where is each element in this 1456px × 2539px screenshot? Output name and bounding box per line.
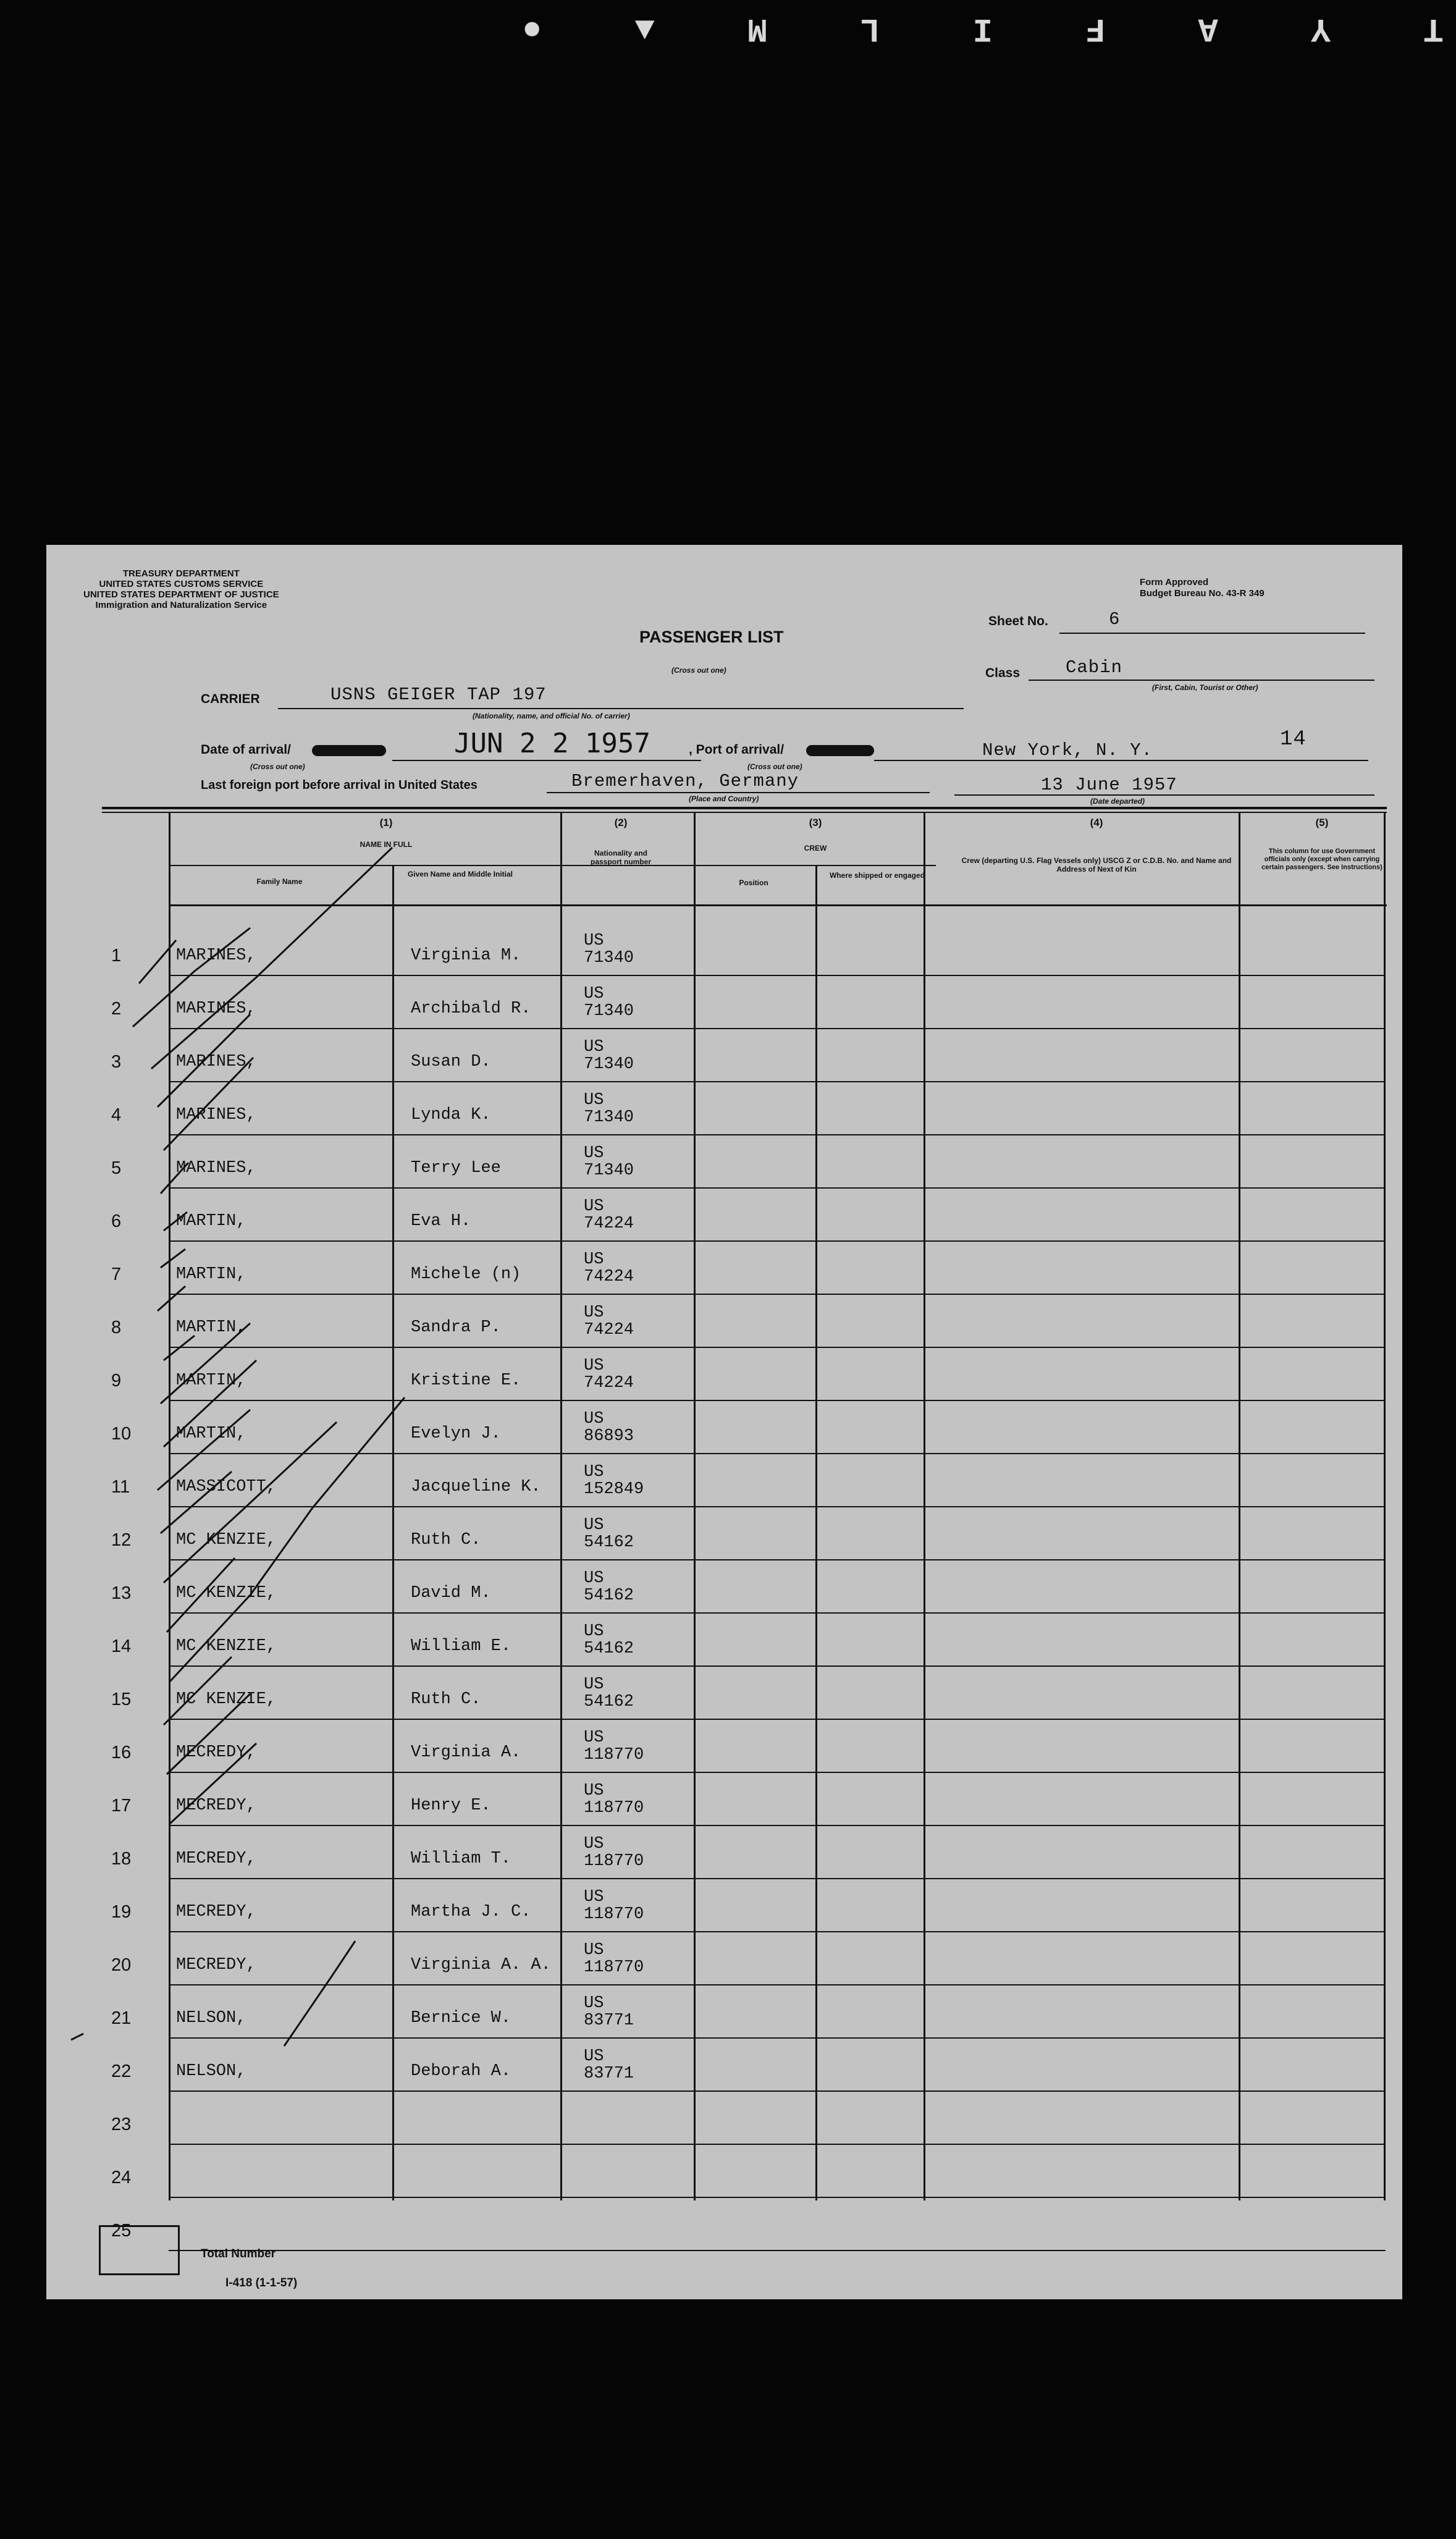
col1-title: NAME IN FULL: [360, 840, 413, 849]
nationality-cell: US: [584, 1782, 604, 1800]
arrival-caption: (Cross out one): [250, 762, 305, 771]
port-value: New York, N. Y.: [982, 740, 1153, 760]
family-name-cell: MARINES,: [176, 946, 256, 965]
family-name-cell: MARINES,: [176, 1159, 256, 1177]
passport-number-cell: 74224: [584, 1215, 634, 1233]
arrival-label: Date of arrival/: [201, 743, 291, 757]
family-name-cell: MARTIN,: [176, 1371, 246, 1390]
row-number: 6: [111, 1211, 122, 1231]
row-number: 14: [111, 1636, 132, 1656]
passport-number-cell: 118770: [584, 1958, 644, 1977]
row-number: 11: [111, 1477, 130, 1497]
passport-number-cell: 54162: [584, 1640, 634, 1658]
nationality-cell: US: [584, 2047, 604, 2066]
given-name-cell: Bernice W.: [411, 2009, 511, 2027]
family-name-cell: MECREDY,: [176, 1796, 256, 1815]
nationality-cell: US: [584, 1091, 604, 1109]
film-strip: [0, 0, 1456, 56]
total-number-label: Total Number: [201, 2247, 276, 2260]
given-name-cell: Lynda K.: [411, 1106, 491, 1124]
row-number: 22: [111, 2061, 132, 2081]
family-name-cell: MECREDY,: [176, 1850, 256, 1868]
given-name-cell: Henry E.: [411, 1796, 491, 1815]
given-name-cell: David M.: [411, 1584, 491, 1602]
col4-number: (4): [1090, 817, 1103, 828]
family-name-cell: MC KENZIE,: [176, 1690, 277, 1709]
row-number: 21: [111, 2008, 132, 2028]
passport-number-cell: 118770: [584, 1852, 644, 1871]
row-number: 18: [111, 1849, 132, 1869]
given-name-header: Given Name and Middle Initial: [407, 870, 513, 878]
nationality-cell: US: [584, 1197, 604, 1216]
class-value: Cabin: [1066, 657, 1123, 678]
passport-number-cell: 54162: [584, 1586, 634, 1605]
passport-number-cell: 118770: [584, 1746, 644, 1764]
row-number: 3: [111, 1052, 122, 1072]
nationality-cell: US: [584, 1622, 604, 1641]
form-approved: Form Approved: [1140, 577, 1209, 587]
carrier-label: CARRIER: [201, 692, 260, 706]
sheet-value: 6: [1109, 609, 1121, 629]
row-number: 13: [111, 1583, 132, 1603]
passport-number-cell: 54162: [584, 1533, 634, 1552]
passport-number-cell: 71340: [584, 1161, 634, 1180]
given-name-cell: Archibald R.: [411, 1000, 531, 1018]
family-name-cell: MC KENZIE,: [176, 1637, 277, 1656]
passport-number-cell: 83771: [584, 2011, 634, 2030]
class-label: Class: [985, 666, 1020, 680]
passport-number-cell: 74224: [584, 1374, 634, 1392]
given-name-cell: Sandra P.: [411, 1318, 501, 1337]
family-name-cell: MARTIN,: [176, 1318, 246, 1337]
passport-number-cell: 83771: [584, 2065, 634, 2083]
carrier-value: USNS GEIGER TAP 197: [330, 684, 547, 705]
row-number: 24: [111, 2168, 132, 2187]
passport-number-cell: 118770: [584, 1799, 644, 1817]
row-number: 5: [111, 1158, 122, 1178]
family-name-cell: MARTIN,: [176, 1212, 246, 1231]
given-name-cell: Evelyn J.: [411, 1425, 501, 1443]
row-number: 15: [111, 1690, 132, 1709]
passport-number-cell: 74224: [584, 1268, 634, 1286]
nationality-cell: US: [584, 932, 604, 950]
last-port-label: Last foreign port before arrival in United States: [201, 778, 478, 792]
family-name-cell: MC KENZIE,: [176, 1531, 277, 1549]
given-name-cell: Eva H.: [411, 1212, 471, 1231]
position-header: Position: [739, 878, 768, 887]
family-name-cell: MECREDY,: [176, 1743, 256, 1762]
row-number: 16: [111, 1743, 132, 1762]
row-number: 2: [111, 999, 122, 1019]
col5-number: (5): [1315, 817, 1329, 828]
family-name-cell: MARINES,: [176, 1106, 256, 1124]
port-caption: (Cross out one): [747, 762, 802, 771]
row-number: 8: [111, 1318, 122, 1337]
col3-number: (3): [809, 817, 822, 828]
given-name-cell: Terry Lee: [411, 1159, 501, 1177]
row-number: 23: [111, 2115, 132, 2134]
passport-number-cell: 71340: [584, 1002, 634, 1021]
nationality-cell: US: [584, 1569, 604, 1588]
given-name-cell: Susan D.: [411, 1053, 491, 1071]
given-name-cell: William E.: [411, 1637, 511, 1656]
family-name-header: Family Name: [256, 877, 303, 886]
passport-number-cell: 71340: [584, 1108, 634, 1127]
budget-bureau: Budget Bureau No. 43-R 349: [1140, 588, 1265, 599]
nationality-cell: US: [584, 1728, 604, 1747]
given-name-cell: Deborah A.: [411, 2062, 511, 2081]
row-number: 20: [111, 1955, 132, 1975]
agency-line: UNITED STATES CUSTOMS SERVICE: [99, 579, 264, 589]
last-port-value: Bremerhaven, Germany: [571, 771, 799, 791]
passport-number-cell: 54162: [584, 1693, 634, 1711]
col4-title: Crew (departing U.S. Flag Vessels only) USCG Z or C.D.B. No. and Name and Address of Next of Kin: [961, 856, 1232, 874]
family-name-cell: MECREDY,: [176, 1956, 256, 1974]
passport-number-cell: 86893: [584, 1427, 634, 1446]
agency-line: UNITED STATES DEPARTMENT OF JUSTICE: [83, 589, 279, 600]
class-caption: (First, Cabin, Tourist or Other): [1152, 683, 1258, 692]
row-number: 4: [111, 1105, 122, 1125]
family-name-cell: MASSICOTT,: [176, 1478, 277, 1496]
given-name-cell: Ruth C.: [411, 1531, 481, 1549]
nationality-cell: US: [584, 1994, 604, 2013]
family-name-cell: MECREDY,: [176, 1903, 256, 1921]
passport-number-cell: 74224: [584, 1321, 634, 1339]
carrier-caption: (Nationality, name, and official No. of carrier): [473, 712, 630, 720]
form-number: I-418 (1-1-57): [225, 2276, 298, 2289]
page-marker: 14: [1280, 728, 1307, 751]
agency-line: TREASURY DEPARTMENT: [122, 568, 240, 579]
row-number: 10: [111, 1424, 132, 1444]
page-title: PASSENGER LIST: [639, 628, 784, 646]
title-caption: (Cross out one): [671, 666, 726, 675]
given-name-cell: Kristine E.: [411, 1371, 521, 1390]
row-number: 12: [111, 1530, 132, 1550]
col3-title: CREW: [804, 844, 827, 853]
given-name-cell: Virginia A.: [411, 1743, 521, 1762]
given-name-cell: Virginia M.: [411, 946, 521, 965]
given-name-cell: William T.: [411, 1850, 511, 1868]
nationality-cell: US: [584, 1357, 604, 1375]
sheet-label: Sheet No.: [988, 614, 1048, 628]
row-number: 17: [111, 1796, 132, 1816]
passport-number-cell: 71340: [584, 949, 634, 967]
col2-title: Nationality and passport number: [590, 849, 651, 866]
passport-number-cell: 71340: [584, 1055, 634, 1074]
nationality-cell: US: [584, 1516, 604, 1535]
nationality-cell: US: [584, 985, 604, 1003]
nationality-cell: US: [584, 1038, 604, 1056]
arrival-date-stamp: JUN 2 2 1957: [454, 728, 650, 759]
last-port-caption: (Place and Country): [689, 794, 759, 803]
film-strip-label: TYAFILM▲●: [429, 9, 1444, 47]
nationality-cell: US: [584, 1941, 604, 1960]
family-name-cell: MARINES,: [176, 1000, 256, 1018]
row-number: 7: [111, 1265, 122, 1284]
family-name-cell: MARINES,: [176, 1053, 256, 1071]
given-name-cell: Martha J. C.: [411, 1903, 531, 1921]
nationality-cell: US: [584, 1410, 604, 1428]
total-number-box: [99, 2225, 180, 2275]
col2-number: (2): [614, 817, 628, 828]
given-name-cell: Ruth C.: [411, 1690, 481, 1709]
port-label: , Port of arrival/: [689, 743, 785, 757]
departed-caption: (Date departed): [1090, 797, 1145, 806]
family-name-cell: MARTIN,: [176, 1425, 246, 1443]
family-name-cell: MC KENZIE,: [176, 1584, 277, 1602]
row-number: 19: [111, 1902, 132, 1922]
passport-number-cell: 152849: [584, 1480, 644, 1499]
family-name-cell: NELSON,: [176, 2062, 246, 2081]
given-name-cell: Michele (n): [411, 1265, 521, 1284]
passenger-list-form: [46, 545, 1402, 2299]
row-number: 1: [111, 946, 122, 966]
nationality-cell: US: [584, 1463, 604, 1481]
nationality-cell: US: [584, 1675, 604, 1694]
col5-title: This column for use Government officials only (except when carrying certain passengers. See Instructions): [1261, 848, 1382, 871]
nationality-cell: US: [584, 1835, 604, 1853]
nationality-cell: US: [584, 1250, 604, 1269]
given-name-cell: Virginia A. A.: [411, 1956, 551, 1974]
family-name-cell: MARTIN,: [176, 1265, 246, 1284]
nationality-cell: US: [584, 1888, 604, 1906]
where-shipped-header: Where shipped or engaged: [829, 871, 925, 880]
family-name-cell: NELSON,: [176, 2009, 246, 2027]
given-name-cell: Jacqueline K.: [411, 1478, 541, 1496]
nationality-cell: US: [584, 1303, 604, 1322]
col1-number: (1): [379, 817, 393, 828]
agency-line: Immigration and Naturalization Service: [95, 600, 267, 610]
row-number: 9: [111, 1371, 122, 1391]
row-number: 25: [111, 2221, 132, 2241]
passport-number-cell: 118770: [584, 1905, 644, 1924]
handwritten-check-marks: [46, 545, 1402, 2299]
nationality-cell: US: [584, 1144, 604, 1163]
departed-value: 13 June 1957: [1041, 775, 1177, 795]
